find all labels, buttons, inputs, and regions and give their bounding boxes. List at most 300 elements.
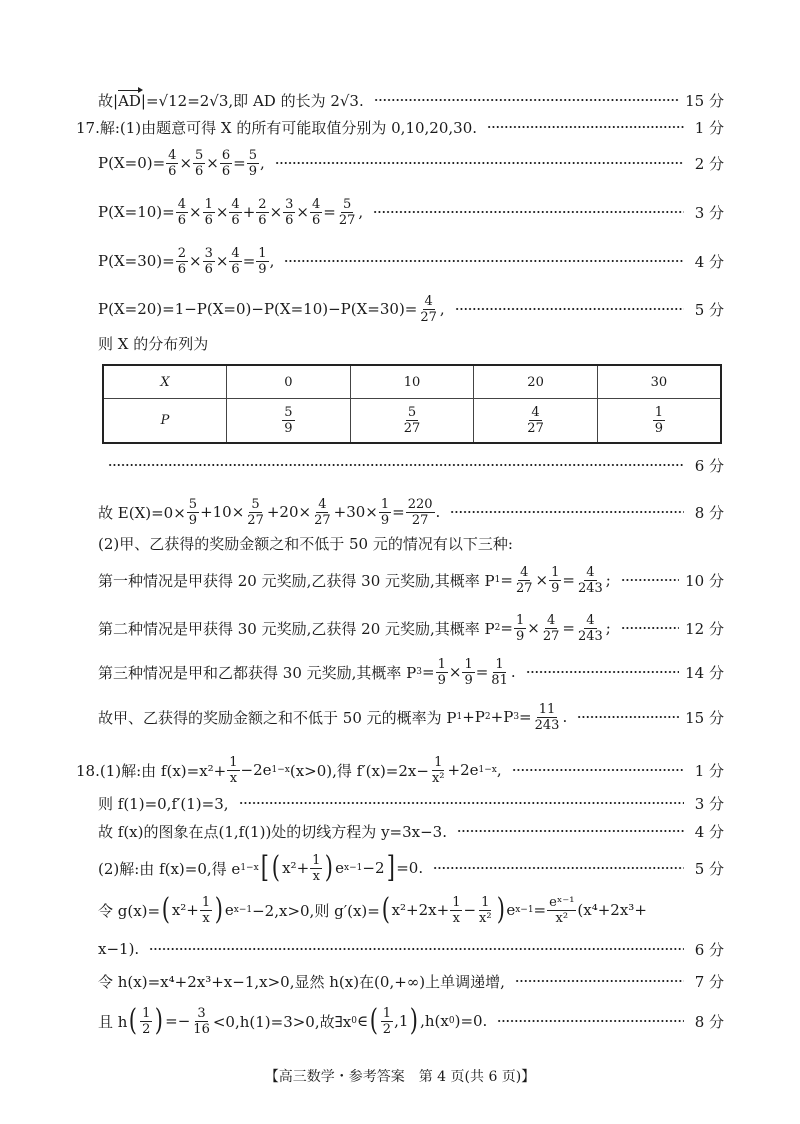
dotted-leader [487, 126, 684, 128]
denominator: 9 [248, 163, 258, 179]
numerator: 4 [546, 612, 556, 628]
fraction [418, 294, 439, 325]
math-text: × [269, 203, 283, 221]
solution-line [98, 443, 724, 487]
numerator: 3 [285, 196, 294, 212]
math-text: P(X=10)= [98, 203, 175, 221]
big-bracket: ( [381, 892, 390, 927]
numerator: 4 [586, 564, 595, 580]
math-text: 则 X 的分布列为 [98, 334, 209, 353]
math-text: (x>0),得 f′(x)=2x− [289, 761, 429, 780]
math-text: x−1). [98, 940, 140, 958]
denominator: 6 [285, 212, 294, 228]
denominator: x² [479, 910, 492, 926]
solution-line [98, 606, 724, 650]
math-text: +P [490, 708, 514, 726]
fraction [283, 197, 295, 228]
math-text: = [475, 663, 489, 681]
numerator: 5 [188, 496, 198, 512]
dotted-leader [577, 716, 679, 718]
table-cell: 20 [474, 365, 598, 399]
denominator: 2 [142, 1021, 151, 1037]
fraction [176, 246, 188, 277]
line-content [98, 821, 447, 842]
table-cell: 10 [350, 365, 474, 399]
score-label: 7 分 [694, 972, 724, 991]
math-text: 17.解:(1)由题意可得 X 的所有可能取值分别为 0,10,20,30. [76, 118, 478, 137]
denominator: 6 [258, 212, 267, 228]
line-content: (2)解:由 f(x)=0,得 e 1−x [ ( x²+ $\frac{1}{x}$ ) e x−1 −2 ] =0. [98, 850, 424, 885]
line-content [98, 971, 505, 992]
denominator: 27 [527, 421, 544, 436]
numerator: 4 [531, 405, 540, 420]
math-text: ,1 [394, 1012, 409, 1030]
math-text: × [215, 252, 229, 270]
fraction [310, 853, 322, 884]
score-label: 8 分 [694, 1012, 724, 1031]
fraction [203, 197, 215, 228]
numerator: 1 [654, 405, 664, 420]
big-bracket: ) [410, 1003, 419, 1038]
score-label: 4 分 [694, 252, 724, 271]
numerator: 1 [437, 656, 446, 672]
denominator: 27 [411, 512, 429, 528]
denominator: 27 [542, 628, 560, 644]
denominator: 243 [577, 628, 603, 644]
math-text: 令 g(x)= [98, 901, 161, 920]
math-text: +20× [266, 503, 312, 521]
fraction [450, 895, 462, 926]
math-text: 故 f(x)的图象在点(1,f(1))处的切线方程为 y=3x−3. [98, 822, 447, 841]
denominator: 6 [312, 212, 321, 228]
dotted-leader [497, 1020, 684, 1022]
fraction [256, 197, 268, 228]
numerator: 4 [318, 496, 327, 512]
numerator: 1 [434, 754, 443, 770]
denominator: 9 [437, 672, 446, 688]
math-text: × [296, 203, 309, 221]
solution-line [98, 999, 724, 1043]
numerator: 1 [464, 656, 473, 672]
numerator: 1 [201, 894, 211, 910]
numerator: 1 [382, 1005, 392, 1021]
denominator: 9 [188, 512, 198, 528]
numerator: 1 [481, 894, 490, 910]
numerator: 1 [551, 564, 560, 580]
table-cell: P [103, 399, 227, 444]
dotted-leader [526, 671, 680, 673]
denominator: 81 [491, 672, 508, 688]
math-text: −2e [240, 761, 272, 779]
big-bracket: [ [260, 850, 269, 885]
denominator: 27 [247, 512, 264, 528]
math-text: +P [462, 708, 485, 726]
vector-text: AD [118, 92, 141, 110]
fraction [381, 1006, 393, 1037]
math-text: +30× [333, 503, 378, 521]
denominator: 6 [204, 212, 213, 228]
line-content: 第一种情况是甲获得 20 元奖励,乙获得 30 元奖励,其概率 P 1 = $\frac{4}{27}$ × $\frac{1}{9}$ = $\frac{4}{243}$ ; [98, 564, 611, 596]
line-content: 故甲、乙获得的奖励金额之和不低于 50 元的概率为 P 1 +P 2 +P 3 = $\frac{11}{243}$ . [98, 701, 568, 733]
score-label: 5 分 [694, 300, 724, 319]
dotted-leader [239, 802, 684, 804]
denominator: 6 [204, 261, 213, 277]
math-text: 第二种情况是甲获得 30 元奖励,乙获得 20 元奖励,其概率 P [98, 619, 495, 638]
table-cell: X [103, 365, 227, 399]
score-label: 14 分 [685, 663, 724, 682]
math-text: 故| [98, 91, 119, 110]
math-text: P(X=20)=1−P(X=0)−P(X=10)−P(X=30)= [98, 300, 418, 318]
fraction [541, 613, 562, 644]
table-cell [597, 399, 721, 444]
math-text: =0. [396, 859, 424, 877]
math-text: P(X=30)= [98, 252, 175, 270]
fraction [653, 405, 665, 436]
score-label: 6 分 [694, 940, 724, 959]
table-header-row [103, 365, 721, 399]
numerator: 6 [221, 147, 231, 163]
big-bracket: ( [272, 850, 281, 885]
fraction [176, 197, 188, 228]
math-text: = [323, 203, 336, 221]
solution-line [98, 695, 724, 739]
math-text: )=0. [454, 1012, 488, 1030]
denominator: x [312, 868, 320, 884]
denominator: 6 [231, 261, 240, 277]
math-text: , [439, 300, 445, 318]
fraction [229, 197, 241, 228]
numerator: 1 [229, 754, 238, 770]
math-text: |=√12=2√3,即 AD 的长为 2√3. [140, 91, 364, 110]
dotted-leader [515, 980, 684, 982]
solution-line [98, 321, 724, 365]
math-text: e [224, 901, 234, 919]
numerator: 4 [312, 196, 321, 212]
score-label: 3 分 [694, 794, 724, 813]
numerator: eˣ⁻¹ [549, 894, 575, 910]
numerator: 1 [204, 196, 213, 212]
denominator: 243 [577, 580, 603, 596]
dotted-leader [450, 511, 684, 513]
math-text: +10× [200, 503, 245, 521]
denominator: 9 [464, 672, 473, 688]
numerator: 3 [204, 245, 213, 261]
denominator: 6 [177, 261, 186, 277]
numerator: 5 [195, 147, 204, 163]
fraction [256, 246, 268, 277]
math-text: = [392, 503, 405, 521]
denominator: x [452, 910, 460, 926]
denominator: 9 [258, 261, 267, 277]
fraction [436, 657, 448, 688]
dotted-leader [455, 308, 684, 310]
math-text: × [535, 571, 549, 589]
math-text: + [242, 203, 256, 221]
line-content: 第三种情况是甲和乙都获得 30 元奖励,其概率 P 3 = $\frac{1}{9}$ × $\frac{1}{9}$ = $\frac{1}{81}$ . [98, 656, 516, 688]
denominator: 9 [551, 580, 560, 596]
big-bracket: ) [325, 850, 334, 885]
denominator: 6 [195, 163, 204, 179]
math-text: 故甲、乙获得的奖励金额之和不低于 50 元的概率为 P [98, 708, 457, 727]
math-text: e [335, 859, 345, 877]
dotted-leader [108, 464, 684, 466]
math-text: = [500, 571, 513, 589]
big-bracket: ( [161, 892, 171, 927]
fraction [402, 405, 423, 436]
numerator: 4 [586, 612, 595, 628]
score-label: 5 分 [694, 859, 724, 878]
fraction [191, 1006, 212, 1037]
line-content: 令 g(x)= ( x²+ $\frac{1}{x}$ ) e x−1 −2,x>0,则 g′(x)= ( x²+2x+ $\frac{1}{x}$ − $\frac{1}{\text{x²}}$ ) e x−1 = $\frac{\text{eˣ⁻¹}}{\text{x²}}$ (x⁴+2x³+ [98, 892, 647, 927]
numerator: 5 [342, 196, 352, 212]
score-label: 3 分 [694, 203, 724, 222]
denominator: x [202, 910, 210, 926]
dotted-leader [457, 830, 684, 832]
numerator: 1 [312, 852, 321, 868]
denominator: 6 [168, 163, 177, 179]
denominator: 16 [193, 1021, 210, 1037]
fraction [282, 405, 294, 436]
numerator: 5 [251, 496, 260, 512]
score-label: 1 分 [694, 118, 724, 137]
fraction [220, 148, 232, 179]
big-bracket: ] [386, 850, 395, 885]
table-row [103, 399, 721, 444]
table-cell [350, 399, 474, 444]
fraction [525, 405, 546, 436]
math-text: × [448, 663, 462, 681]
score-label: 15 分 [685, 708, 724, 727]
denominator: 27 [515, 580, 533, 596]
numerator: 4 [177, 196, 186, 212]
score-label: 6 分 [694, 456, 724, 475]
solution-line [98, 141, 724, 185]
math-text: x²+ [171, 901, 199, 919]
fraction [549, 565, 561, 596]
score-label: 8 分 [694, 503, 724, 522]
fraction [193, 148, 205, 179]
math-text: . [435, 503, 441, 521]
table-cell [227, 399, 351, 444]
math-text: 18.(1)解:由 f(x)=x²+ [76, 761, 227, 780]
numerator: 4 [520, 564, 529, 580]
math-text: ,h(x [420, 1012, 449, 1030]
math-text: −2,x>0,则 g′(x)= [252, 901, 380, 920]
denominator: 27 [403, 421, 421, 436]
math-text: × [206, 154, 219, 172]
solution-line [98, 959, 724, 1003]
dotted-leader [621, 579, 679, 581]
denominator: 27 [338, 212, 356, 228]
big-bracket: ) [496, 892, 505, 927]
denominator: 9 [284, 421, 293, 436]
line-content [98, 294, 445, 325]
big-bracket: ( [129, 1003, 138, 1038]
fraction [514, 565, 535, 596]
numerator: 4 [168, 147, 177, 163]
line-content [98, 533, 513, 554]
big-bracket: ) [214, 892, 224, 927]
table-cell: 0 [227, 365, 351, 399]
fraction [140, 1006, 152, 1037]
fraction [200, 895, 212, 926]
fraction [203, 246, 215, 277]
fraction [489, 657, 510, 688]
math-text: 第一种情况是甲获得 20 元奖励,乙获得 30 元奖励,其概率 P [98, 571, 495, 590]
dotted-leader [512, 769, 684, 771]
math-text: = [562, 571, 575, 589]
fraction [477, 895, 494, 926]
numerator: 1 [142, 1005, 151, 1021]
fraction [337, 197, 358, 228]
score-label: 1 分 [694, 761, 724, 780]
denominator: 6 [221, 163, 231, 179]
numerator: 1 [515, 612, 525, 628]
solution-line [98, 888, 724, 932]
fraction [533, 702, 562, 733]
math-text: , [358, 203, 364, 221]
fraction [229, 246, 241, 277]
dotted-leader [374, 99, 679, 101]
math-text: × [188, 203, 202, 221]
numerator: 1 [258, 245, 267, 261]
numerator: 4 [231, 196, 240, 212]
denominator: 6 [231, 212, 240, 228]
math-text: x²+2x+ [391, 901, 450, 919]
numerator: 5 [248, 147, 258, 163]
solution-line [98, 558, 724, 602]
math-text: = [519, 708, 532, 726]
denominator: 243 [534, 717, 560, 733]
fraction [247, 148, 259, 179]
math-text: −2 [362, 859, 385, 877]
score-label: 15 分 [685, 91, 724, 110]
fraction [514, 613, 526, 644]
math-text: (x⁴+2x³+ [577, 901, 647, 919]
fraction [166, 148, 178, 179]
table-cell [474, 399, 598, 444]
math-text: , [496, 761, 502, 779]
math-text: x²+ [282, 859, 310, 877]
math-text: ∈ [356, 1012, 369, 1030]
distribution-table [102, 364, 722, 444]
math-text: × [527, 619, 540, 637]
math-text: , [269, 252, 275, 270]
math-text: 则 f(1)=0,f′(1)=3, [98, 794, 229, 813]
numerator: 2 [258, 196, 267, 212]
score-label: 4 分 [694, 822, 724, 841]
numerator: 220 [407, 496, 433, 512]
numerator: 4 [231, 245, 240, 261]
denominator: 9 [654, 421, 664, 436]
solution-line [98, 846, 724, 890]
math-text: . [510, 663, 516, 681]
math-text: , [260, 154, 265, 172]
math-text: 令 h(x)=x⁴+2x³+x−1,x>0,显然 h(x)在(0,+∞)上单调递增, [98, 972, 505, 991]
dotted-leader [284, 260, 684, 262]
line-content [98, 197, 363, 228]
fraction [310, 197, 322, 228]
numerator: 1 [452, 894, 461, 910]
solution-line [98, 239, 724, 283]
line-content [98, 333, 208, 354]
numerator: 5 [284, 405, 293, 420]
math-text: = [500, 619, 513, 637]
math-text: = [422, 663, 435, 681]
big-bracket: ( [369, 1003, 379, 1038]
line-content: 且 h ( $\frac{1}{2}$ ) =− $\frac{3}{16}$ <0,h(1)=3>0,故∃x 0 ∈ ( $\frac{1}{2}$ ,1 ) ,h(x 0 )=0. [98, 1003, 488, 1038]
numerator: 4 [424, 293, 433, 309]
math-text: = [233, 154, 246, 172]
denominator: x² [555, 910, 569, 926]
denominator: 9 [515, 628, 525, 644]
numerator: 5 [407, 405, 417, 420]
dotted-leader [433, 867, 684, 869]
line-content [76, 117, 477, 138]
big-bracket: ) [155, 1003, 164, 1038]
math-text: − [463, 901, 477, 919]
dotted-leader [373, 211, 684, 213]
math-text: × [188, 252, 202, 270]
denominator: 27 [314, 512, 331, 528]
math-text: ; [605, 571, 611, 589]
numerator: 1 [380, 496, 390, 512]
math-text: 第三种情况是甲和乙都获得 30 元奖励,其概率 P [98, 663, 417, 682]
fraction [547, 895, 576, 926]
denominator: 2 [382, 1021, 392, 1037]
line-content: 第二种情况是甲获得 30 元奖励,乙获得 20 元奖励,其概率 P 2 = $\frac{1}{9}$ × $\frac{4}{27}$ = $\frac{4}{243}$ ; [98, 612, 611, 644]
numerator: 1 [495, 656, 504, 672]
math-text: ; [605, 619, 611, 637]
solution-line [98, 190, 724, 234]
math-text: (2)甲、乙获得的奖励金额之和不低于 50 元的情况有以下三种: [98, 534, 513, 553]
score-label: 12 分 [685, 619, 724, 638]
math-text: × [215, 203, 229, 221]
math-text: e [506, 901, 516, 919]
dotted-leader [275, 162, 684, 164]
denominator: 27 [420, 309, 437, 325]
denominator: x² [431, 770, 445, 786]
math-text: <0,h(1)=3>0,故∃x [212, 1012, 352, 1031]
denominator: x [229, 770, 238, 786]
numerator: 2 [177, 245, 186, 261]
math-text: × [179, 154, 193, 172]
denominator: 9 [380, 512, 390, 528]
numerator: 3 [197, 1005, 206, 1021]
line-content [98, 940, 139, 958]
math-text: = [562, 619, 575, 637]
page-footer: 【高三数学・参考答案 第 4 页(共 6 页)】 [264, 1069, 536, 1085]
math-text: =− [165, 1012, 191, 1030]
denominator: 6 [177, 212, 186, 228]
math-text: +2e [447, 761, 479, 779]
math-text: 且 h [98, 1012, 128, 1031]
math-text: = [533, 901, 547, 919]
line-content [98, 148, 265, 179]
math-text: = [242, 252, 256, 270]
math-text: (2)解:由 f(x)=0,得 e [98, 859, 241, 878]
math-text: . [562, 708, 568, 726]
fraction [576, 565, 605, 596]
score-label: 2 分 [694, 154, 724, 173]
fraction [576, 613, 605, 644]
numerator: 11 [538, 701, 556, 717]
table-cell: 30 [597, 365, 721, 399]
math-text: P(X=0)= [98, 154, 166, 172]
solution-line [98, 650, 724, 694]
dotted-leader [149, 948, 684, 950]
math-text: 故 E(X)=0× [98, 503, 186, 522]
